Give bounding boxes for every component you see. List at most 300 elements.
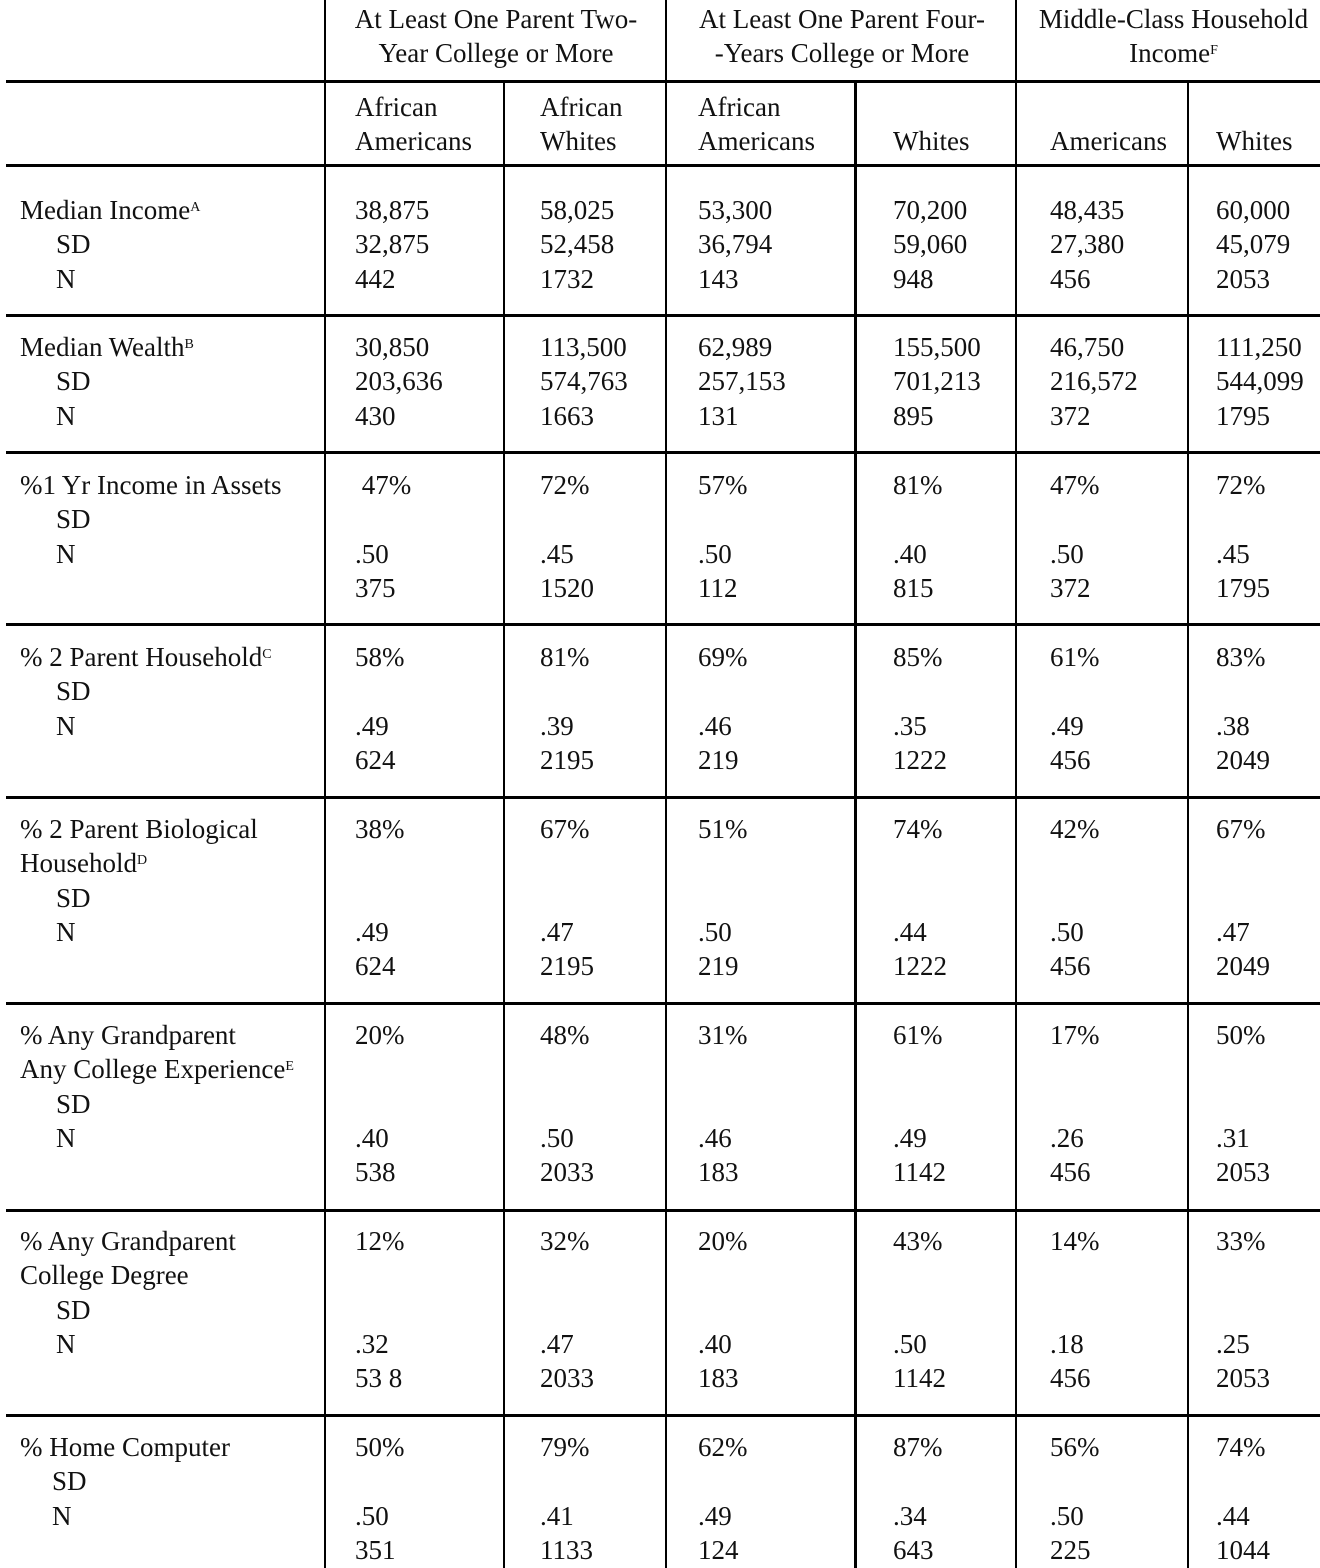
cell-sd: .50 — [698, 916, 732, 947]
row-label — [20, 812, 258, 949]
table-cell — [355, 1018, 405, 1189]
cell-sd: .40 — [893, 538, 927, 569]
table-cell — [893, 640, 947, 777]
cell-sd: 59,060 — [893, 229, 968, 260]
cell-sd — [1216, 502, 1270, 536]
row-divider — [6, 1209, 1320, 1212]
n-label: N — [52, 1500, 72, 1531]
row-divider — [6, 1002, 1320, 1005]
row-divider — [6, 1414, 1320, 1417]
table-cell — [540, 193, 614, 296]
table-cell — [540, 1224, 594, 1395]
group-header-line: Income — [1129, 38, 1211, 68]
footnote-marker: A — [190, 200, 201, 215]
cell-sd: 52,458 — [540, 229, 615, 260]
cell-n: 815 — [893, 572, 934, 603]
cell-sd: 216,572 — [1050, 366, 1138, 397]
cell-sd — [698, 502, 748, 536]
cell-sd: .49 — [355, 710, 389, 741]
cell-sd — [1216, 846, 1270, 880]
cell-sd — [540, 1258, 594, 1292]
cell-n: 1520 — [540, 572, 594, 603]
cell-sd — [893, 881, 947, 915]
cell-sd: 544,099 — [1216, 366, 1304, 397]
row-divider — [6, 314, 1320, 317]
cell-value: 62% — [698, 1432, 748, 1462]
cell-value: 48,435 — [1050, 195, 1125, 225]
cell-sd — [540, 674, 594, 708]
cell-sd: .49 — [355, 916, 389, 947]
cell-value: 70,200 — [893, 195, 968, 225]
col-divider — [324, 0, 326, 1568]
sub-header-line: Americans — [355, 126, 472, 156]
cell-value: 111,250 — [1216, 332, 1302, 362]
cell-value: 31% — [698, 1020, 748, 1050]
cell-sd: 701,213 — [893, 366, 981, 397]
cell-n: 1732 — [540, 263, 594, 294]
cell-sd — [540, 1464, 593, 1498]
cell-sd: .47 — [540, 1328, 574, 1359]
cell-value: 46,750 — [1050, 332, 1125, 362]
cell-sd — [355, 881, 405, 915]
sub-header-line — [893, 90, 969, 124]
cell-sd — [355, 674, 405, 708]
table-cell — [540, 812, 594, 983]
table-cell — [355, 640, 405, 777]
table-cell — [1050, 812, 1100, 983]
cell-sd: .46 — [698, 710, 732, 741]
n-label: N — [56, 400, 76, 431]
cell-sd: .49 — [1050, 710, 1084, 741]
cell-value: 17% — [1050, 1020, 1100, 1050]
sub-header-line: Whites — [540, 126, 617, 156]
cell-sd — [893, 1258, 946, 1292]
group-header-middle-class — [1017, 2, 1320, 70]
cell-value: 60,000 — [1216, 195, 1291, 225]
table-cell — [1050, 1224, 1100, 1395]
cell-n: 2033 — [540, 1157, 594, 1188]
sub-header — [698, 90, 815, 158]
cell-value: 67% — [540, 814, 590, 844]
group-header-line: Year College or More — [378, 38, 614, 68]
cell-sd: .50 — [698, 538, 732, 569]
footnote-marker: B — [184, 337, 194, 352]
n-label: N — [56, 1328, 76, 1359]
cell-sd: .50 — [355, 1500, 389, 1531]
sub-header-line: African — [540, 92, 623, 122]
sd-label: SD — [56, 366, 91, 397]
cell-value: 83% — [1216, 642, 1266, 672]
table-cell — [355, 1430, 405, 1567]
row-label-text: % Any Grandparent — [20, 1226, 236, 1256]
cell-sd — [1050, 1258, 1100, 1292]
cell-sd: .50 — [893, 1328, 927, 1359]
cell-n: 219 — [698, 744, 739, 775]
cell-sd: .50 — [355, 538, 389, 569]
sd-label: SD — [56, 504, 91, 535]
cell-n: 372 — [1050, 400, 1091, 431]
cell-n: 2053 — [1216, 263, 1270, 294]
footnote-marker: D — [137, 853, 148, 869]
cell-sd — [698, 1258, 748, 1292]
cell-n: 124 — [698, 1534, 739, 1565]
cell-n: 456 — [1050, 1157, 1091, 1188]
sub-header — [540, 90, 622, 158]
row-label-text: Household — [20, 848, 137, 879]
cell-sd — [355, 1052, 405, 1086]
cell-n: 538 — [355, 1157, 396, 1188]
cell-value: 87% — [893, 1432, 943, 1462]
row-label — [20, 640, 272, 743]
table-cell — [540, 468, 594, 605]
table-cell — [1050, 1430, 1100, 1567]
cell-sd: .40 — [698, 1328, 732, 1359]
cell-sd: 36,794 — [698, 229, 773, 260]
cell-sd — [1050, 674, 1100, 708]
table-cell — [355, 330, 443, 433]
table-cell — [540, 640, 594, 777]
table-cell — [698, 1430, 748, 1567]
cell-sd — [1216, 1258, 1270, 1292]
cell-sd — [698, 1087, 748, 1121]
row-label-text: % Any Grandparent — [20, 1020, 236, 1050]
cell-sd: .44 — [1216, 1500, 1250, 1531]
cell-sd: .44 — [893, 916, 927, 947]
n-label: N — [56, 263, 76, 294]
table-cell — [893, 812, 947, 983]
table-cell — [1050, 1018, 1100, 1189]
cell-n: 1133 — [540, 1534, 593, 1565]
cell-sd — [1216, 1464, 1270, 1498]
cell-sd — [893, 1293, 946, 1327]
cell-n: 1222 — [893, 951, 947, 982]
cell-sd — [893, 1052, 946, 1086]
cell-n: 1142 — [893, 1363, 946, 1394]
cell-sd — [1050, 1087, 1100, 1121]
cell-sd — [1050, 1464, 1100, 1498]
cell-sd — [355, 502, 411, 536]
sub-header-line: Americans — [1050, 126, 1167, 156]
table-cell — [698, 330, 786, 433]
cell-sd — [540, 881, 594, 915]
cell-value: 53,300 — [698, 195, 773, 225]
sub-header-line: Whites — [1216, 126, 1293, 156]
cell-value: 72% — [540, 470, 590, 500]
cell-n: 183 — [698, 1157, 739, 1188]
row-label-text: College Degree — [20, 1260, 189, 1291]
cell-value: 69% — [698, 642, 748, 672]
footnote-marker: E — [285, 1059, 294, 1075]
row-label — [20, 1224, 236, 1361]
row-label-text: % 2 Parent Household — [20, 642, 263, 672]
cell-sd: .45 — [540, 538, 574, 569]
cell-n: 112 — [698, 572, 738, 603]
row-label-text: Any College Experience — [20, 1054, 286, 1085]
cell-sd — [1050, 502, 1100, 536]
cell-value: 43% — [893, 1226, 943, 1256]
cell-n: 2053 — [1216, 1363, 1270, 1394]
row-divider — [6, 451, 1320, 454]
row-divider — [6, 164, 1320, 167]
cell-sd: .47 — [540, 916, 574, 947]
cell-sd: 203,636 — [355, 366, 443, 397]
cell-value: 56% — [1050, 1432, 1100, 1462]
cell-value: 14% — [1050, 1226, 1100, 1256]
cell-sd: .35 — [893, 710, 927, 741]
cell-n: 219 — [698, 951, 739, 982]
cell-n: 456 — [1050, 1363, 1091, 1394]
sub-header — [355, 90, 472, 158]
cell-n: 131 — [698, 400, 739, 431]
cell-value: 30,850 — [355, 332, 430, 362]
cell-n: 456 — [1050, 263, 1091, 294]
sub-header — [1216, 90, 1292, 158]
table-cell — [893, 1018, 946, 1189]
sub-header-line — [1216, 90, 1292, 124]
row-label-text: %1 Yr Income in Assets — [20, 470, 282, 500]
cell-sd: .18 — [1050, 1328, 1084, 1359]
cell-sd: 574,763 — [540, 366, 628, 397]
cell-sd: 45,079 — [1216, 229, 1291, 260]
cell-value: 42% — [1050, 814, 1100, 844]
cell-n: 456 — [1050, 744, 1091, 775]
sd-label: SD — [56, 1294, 91, 1325]
cell-n: 1663 — [540, 400, 594, 431]
table-cell — [355, 193, 429, 296]
cell-sd — [1216, 1293, 1270, 1327]
cell-sd: 257,153 — [698, 366, 786, 397]
row-label-text: % Home Computer — [20, 1432, 230, 1462]
table-cell — [893, 330, 981, 433]
cell-n: 2195 — [540, 951, 594, 982]
cell-value: 12% — [355, 1226, 405, 1256]
cell-sd: .41 — [540, 1500, 574, 1531]
sub-header — [893, 90, 969, 158]
cell-n: 2033 — [540, 1363, 594, 1394]
table-cell — [698, 640, 748, 777]
cell-n: 643 — [893, 1534, 934, 1565]
cell-n: 1142 — [893, 1157, 946, 1188]
row-label-text: % 2 Parent Biological — [20, 814, 258, 844]
table-cell — [540, 1018, 594, 1189]
cell-value: 38,875 — [355, 195, 430, 225]
sub-header-line — [1050, 90, 1167, 124]
table-cell — [1216, 1018, 1270, 1189]
group-header-line: At Least One Parent Four- — [699, 4, 985, 34]
cell-sd — [355, 1258, 405, 1292]
group-header-line: Middle-Class Household — [1038, 4, 1309, 34]
table-cell — [1050, 640, 1100, 777]
cell-n: 375 — [355, 572, 396, 603]
cell-value: 72% — [1216, 470, 1266, 500]
cell-sd: .46 — [698, 1122, 732, 1153]
cell-value: 85% — [893, 642, 943, 672]
cell-sd — [355, 1087, 405, 1121]
row-label — [20, 1018, 294, 1155]
cell-value: 20% — [355, 1020, 405, 1050]
cell-n: 430 — [355, 400, 396, 431]
cell-value: 74% — [1216, 1432, 1266, 1462]
cell-value: 47% — [355, 470, 412, 500]
row-label — [20, 468, 281, 571]
cell-value: 48% — [540, 1020, 590, 1050]
cell-n: 1222 — [893, 744, 947, 775]
cell-sd: .32 — [355, 1328, 389, 1359]
table-cell — [893, 1430, 943, 1567]
cell-sd — [540, 502, 594, 536]
group-header-line: At Least One Parent Two- — [354, 4, 638, 34]
cell-n: 895 — [893, 400, 934, 431]
cell-sd: 27,380 — [1050, 229, 1125, 260]
cell-sd: .25 — [1216, 1328, 1250, 1359]
cell-sd — [355, 1293, 405, 1327]
row-label — [20, 330, 194, 433]
cell-value: 79% — [540, 1432, 590, 1462]
cell-n: 624 — [355, 951, 396, 982]
table-cell — [698, 1018, 748, 1189]
table-cell — [1050, 193, 1124, 296]
cell-n: 2049 — [1216, 744, 1270, 775]
sub-header-line: Americans — [698, 126, 815, 156]
group-header-two-year — [326, 2, 666, 70]
table-cell — [355, 468, 411, 605]
table-cell — [1216, 1430, 1270, 1567]
sd-label: SD — [52, 1466, 87, 1497]
sd-label: SD — [56, 882, 91, 913]
table-cell — [1050, 330, 1138, 433]
cell-value: 33% — [1216, 1226, 1266, 1256]
cell-value: 57% — [698, 470, 748, 500]
n-label: N — [56, 916, 76, 947]
row-divider — [6, 623, 1320, 626]
cell-sd — [1050, 1293, 1100, 1327]
table-cell — [893, 468, 943, 605]
table-cell — [698, 1224, 748, 1395]
cell-n: 948 — [893, 263, 934, 294]
table-cell — [355, 812, 405, 983]
cell-sd — [355, 1464, 405, 1498]
cell-sd — [698, 881, 748, 915]
cell-sd: .49 — [698, 1500, 732, 1531]
col-divider — [665, 0, 667, 1568]
cell-value: 62,989 — [698, 332, 773, 362]
cell-value: 38% — [355, 814, 405, 844]
cell-value: 50% — [355, 1432, 405, 1462]
cell-sd — [1050, 881, 1100, 915]
cell-sd: .34 — [893, 1500, 927, 1531]
table-cell — [1216, 468, 1270, 605]
cell-sd — [893, 1087, 946, 1121]
n-label: N — [56, 538, 76, 569]
cell-value: 81% — [540, 642, 590, 672]
cell-sd — [1050, 846, 1100, 880]
sd-label: SD — [56, 1088, 91, 1119]
cell-n: 442 — [355, 263, 396, 294]
cell-sd — [698, 846, 748, 880]
cell-n: 372 — [1050, 572, 1091, 603]
table-cell — [1050, 468, 1100, 605]
table-cell — [1216, 1224, 1270, 1395]
cell-sd: .39 — [540, 710, 574, 741]
n-label: N — [56, 1122, 76, 1153]
cell-sd: .38 — [1216, 710, 1250, 741]
sub-header — [1050, 90, 1167, 158]
cell-n: 624 — [355, 744, 396, 775]
table-cell — [1216, 640, 1270, 777]
table-cell — [1216, 812, 1270, 983]
cell-value: 51% — [698, 814, 748, 844]
cell-sd: .45 — [1216, 538, 1250, 569]
cell-n: 1795 — [1216, 572, 1270, 603]
cell-sd — [1216, 881, 1270, 915]
cell-sd — [355, 846, 405, 880]
cell-n: 53 8 — [355, 1363, 403, 1394]
col-divider — [1187, 82, 1189, 1568]
cell-sd — [698, 1464, 748, 1498]
cell-sd: .50 — [540, 1122, 574, 1153]
row-divider — [6, 80, 1320, 83]
cell-sd: .26 — [1050, 1122, 1084, 1153]
cell-value: 74% — [893, 814, 943, 844]
cell-sd — [540, 1087, 594, 1121]
col-divider — [1015, 0, 1017, 1568]
cell-sd — [1050, 1052, 1100, 1086]
cell-n: 456 — [1050, 951, 1091, 982]
col-divider — [854, 82, 857, 1568]
cell-sd: .47 — [1216, 916, 1250, 947]
row-label-text: Median Wealth — [20, 332, 185, 362]
row-divider — [6, 796, 1320, 799]
cell-sd: .49 — [893, 1122, 927, 1153]
sd-label: SD — [56, 229, 91, 260]
table-cell — [1216, 330, 1304, 433]
cell-n: 2049 — [1216, 951, 1270, 982]
cell-value: 113,500 — [540, 332, 627, 362]
cell-sd: .50 — [1050, 538, 1084, 569]
sub-header-line: Whites — [893, 126, 970, 156]
cell-sd — [893, 502, 943, 536]
cell-sd — [698, 1293, 748, 1327]
cell-n: 2195 — [540, 744, 594, 775]
footnote-marker: C — [262, 647, 272, 662]
cell-sd — [893, 674, 947, 708]
cell-value: 61% — [893, 1020, 943, 1050]
table-cell — [893, 193, 967, 296]
n-label: N — [56, 710, 76, 741]
cell-n: 183 — [698, 1363, 739, 1394]
cell-sd: 32,875 — [355, 229, 430, 260]
table-cell — [698, 193, 772, 296]
cell-sd — [698, 1052, 748, 1086]
cell-n: 1044 — [1216, 1534, 1270, 1565]
cell-value: 58% — [355, 642, 405, 672]
table-cell — [355, 1224, 405, 1395]
cell-n: 2053 — [1216, 1157, 1270, 1188]
table-cell — [698, 468, 748, 605]
row-label-text: Median Income — [20, 195, 191, 225]
cell-value: 67% — [1216, 814, 1266, 844]
table-cell — [698, 812, 748, 983]
group-header-line: -Years College or More — [714, 38, 970, 68]
cell-sd — [540, 846, 594, 880]
cell-n: 351 — [355, 1534, 396, 1565]
cell-value: 58,025 — [540, 195, 615, 225]
cell-n: 143 — [698, 263, 739, 294]
table-cell — [540, 330, 628, 433]
cell-sd — [1216, 1052, 1270, 1086]
cell-sd — [893, 846, 947, 880]
cell-sd — [1216, 1087, 1270, 1121]
